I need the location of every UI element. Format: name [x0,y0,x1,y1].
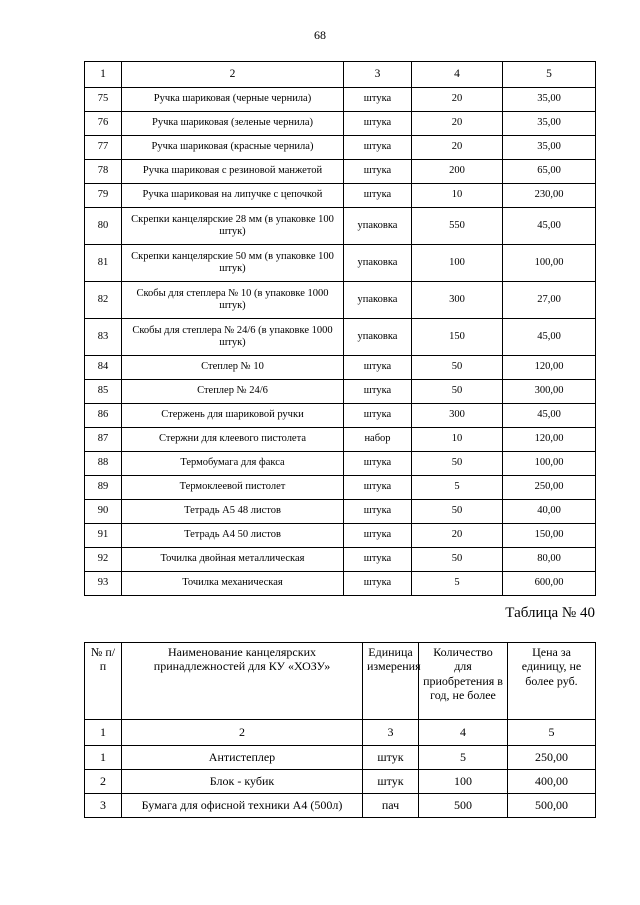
header-cell: Количество для приобретения в год, не более [419,643,508,720]
table-cell: 76 [85,112,122,136]
table-cell: штука [344,500,412,524]
table-cell: 35,00 [503,112,596,136]
table-cell: пач [363,794,419,818]
table-cell: 40,00 [503,500,596,524]
table-cell: 550 [412,208,503,245]
table-cell: 20 [412,524,503,548]
table-cell: Ручка шариковая (красные чернила) [122,136,344,160]
table-header-row [85,643,596,720]
table-cell: Термобумага для факса [122,452,344,476]
table-cell: 93 [85,572,122,596]
table-row [85,524,596,548]
table-row [85,428,596,452]
table-cell: 2 [85,770,122,794]
table-cell: штук [363,746,419,770]
table-cell: штука [344,112,412,136]
header-cell: 1 [85,62,122,88]
supplies-table-40 [84,642,596,818]
table-row [85,208,596,245]
table-cell: 45,00 [503,404,596,428]
table-cell: 79 [85,184,122,208]
table-cell: Бумага для офисной техники А4 (500л) [122,794,363,818]
table-cell: 90 [85,500,122,524]
table-cell: 50 [412,356,503,380]
table-row [85,746,596,770]
table-row [85,500,596,524]
table-cell: 10 [412,184,503,208]
header-cell: Единица измерения [363,643,419,720]
table-cell: штука [344,88,412,112]
table-cell: 86 [85,404,122,428]
table-cell: упаковка [344,208,412,245]
supplies-table-continued [84,61,596,596]
table-cell: 5 [419,746,508,770]
table-row [85,160,596,184]
table-cell: 35,00 [503,136,596,160]
table-row [85,452,596,476]
table-cell: 50 [412,500,503,524]
table-cell: Термоклеевой пистолет [122,476,344,500]
table-row [85,404,596,428]
table-cell: 230,00 [503,184,596,208]
table-cell: 50 [412,380,503,404]
header-cell: 4 [412,62,503,88]
table-cell: 120,00 [503,356,596,380]
table-cell: 84 [85,356,122,380]
table-row [85,548,596,572]
table-cell: 100 [412,245,503,282]
header-cell: 5 [503,62,596,88]
table-cell: 50 [412,452,503,476]
table-cell: 5 [412,572,503,596]
table-cell: 88 [85,452,122,476]
table-row [85,245,596,282]
table-cell: 82 [85,282,122,319]
header-cell: № п/п [85,643,122,720]
table-row [85,112,596,136]
table-row [85,88,596,112]
table-cell: 150 [412,319,503,356]
table-cell: 35,00 [503,88,596,112]
table-row [85,282,596,319]
table-cell: 200 [412,160,503,184]
table-cell: 89 [85,476,122,500]
table-cell: 100,00 [503,452,596,476]
table-cell: 250,00 [508,746,596,770]
table-cell: 300,00 [503,380,596,404]
header-cell: 3 [344,62,412,88]
table-cell: упаковка [344,282,412,319]
table-cell: 75 [85,88,122,112]
table-cell: 78 [85,160,122,184]
table-cell: 65,00 [503,160,596,184]
table-caption: Таблица № 40 [505,605,595,621]
table-cell: штука [344,476,412,500]
table-cell: 20 [412,88,503,112]
table-cell: штука [344,380,412,404]
table-cell: 400,00 [508,770,596,794]
table-cell: Точилка механическая [122,572,344,596]
table-cell: 3 [363,720,419,746]
table-cell: штук [363,770,419,794]
table-cell: 27,00 [503,282,596,319]
table-cell: упаковка [344,319,412,356]
table-cell: 250,00 [503,476,596,500]
table-cell: штука [344,452,412,476]
table-cell: 45,00 [503,208,596,245]
table-cell: штука [344,184,412,208]
table-cell: штука [344,136,412,160]
table-row [85,794,596,818]
table-cell: упаковка [344,245,412,282]
table-cell: штука [344,160,412,184]
table-row [85,356,596,380]
table-cell: 85 [85,380,122,404]
table-cell: Тетрадь А5 48 листов [122,500,344,524]
table-row [85,184,596,208]
table-cell: Степлер № 24/6 [122,380,344,404]
table-cell: Ручка шариковая на липучке с цепочкой [122,184,344,208]
header-cell: 2 [122,62,344,88]
table-cell: Ручка шариковая (черные чернила) [122,88,344,112]
table-cell: 300 [412,404,503,428]
table-cell: 500,00 [508,794,596,818]
table-cell: 20 [412,112,503,136]
table-row [85,770,596,794]
table-row [85,319,596,356]
table-cell: 20 [412,136,503,160]
table-cell: 100 [419,770,508,794]
table-cell: 1 [85,746,122,770]
table-cell: 87 [85,428,122,452]
page-number: 68 [314,28,326,42]
table-cell: Степлер № 10 [122,356,344,380]
table-cell: 10 [412,428,503,452]
table-cell: 4 [419,720,508,746]
table-cell: 81 [85,245,122,282]
table-cell: 50 [412,548,503,572]
table-cell: 91 [85,524,122,548]
header-cell: Цена за единицу, не более руб. [508,643,596,720]
table-cell: Тетрадь А4 50 листов [122,524,344,548]
table-cell: Скобы для степлера № 24/6 (в упаковке 1000 штук) [122,319,344,356]
table-cell: Антистеплер [122,746,363,770]
table-cell: Стержень для шариковой ручки [122,404,344,428]
table-cell: Скрепки канцелярские 50 мм (в упаковке 100 штук) [122,245,344,282]
table-cell: 600,00 [503,572,596,596]
table-cell: 3 [85,794,122,818]
table-cell: штука [344,572,412,596]
table-cell: 100,00 [503,245,596,282]
table-cell: 2 [122,720,363,746]
table-cell: Блок - кубик [122,770,363,794]
table-cell: штука [344,404,412,428]
table-cell: 80,00 [503,548,596,572]
header-cell: Наименование канцелярских принадлежностей для КУ «ХОЗУ» [122,643,363,720]
table-cell: 120,00 [503,428,596,452]
table-cell: набор [344,428,412,452]
table-cell: штука [344,356,412,380]
table-cell: штука [344,548,412,572]
table-row [85,136,596,160]
table-cell: Стержни для клеевого пистолета [122,428,344,452]
table-row [85,380,596,404]
table-header-row [85,62,596,88]
table-cell: Точилка двойная металлическая [122,548,344,572]
table-row [85,476,596,500]
table-cell: 1 [85,720,122,746]
table-cell: 500 [419,794,508,818]
table-cell: Ручка шариковая (зеленые чернила) [122,112,344,136]
table-cell: 45,00 [503,319,596,356]
table-cell: Скрепки канцелярские 28 мм (в упаковке 100 штук) [122,208,344,245]
table-cell: 80 [85,208,122,245]
table-cell: Скобы для степлера № 10 (в упаковке 1000 штук) [122,282,344,319]
table-cell: 83 [85,319,122,356]
table-cell: Ручка шариковая с резиновой манжетой [122,160,344,184]
table-cell: 77 [85,136,122,160]
table-cell: 92 [85,548,122,572]
table-cell: штука [344,524,412,548]
table-cell: 5 [412,476,503,500]
table-cell: 300 [412,282,503,319]
table-row [85,572,596,596]
column-numbers-row [85,720,596,746]
table-cell: 5 [508,720,596,746]
table-cell: 150,00 [503,524,596,548]
